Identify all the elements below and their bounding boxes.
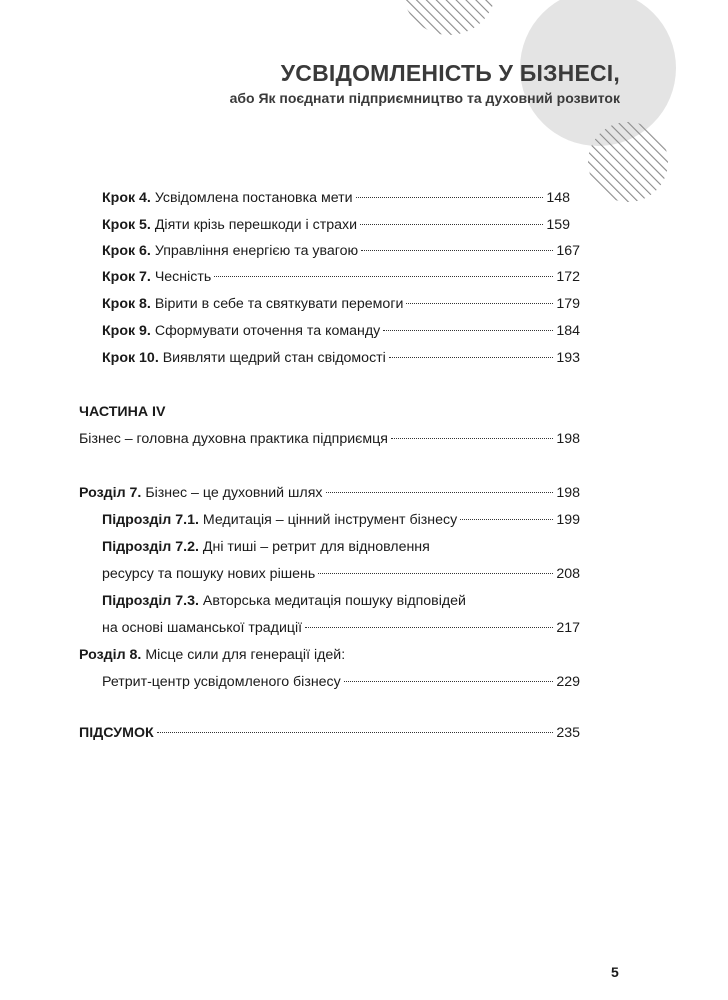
- dot-leader: [406, 302, 553, 304]
- toc-entry-text: Вірити в себе та святкувати перемоги: [154, 296, 404, 312]
- toc-entry-step-6[interactable]: [102, 240, 580, 262]
- dot-leader: [460, 518, 553, 520]
- toc-entry-text: ресурсу та пошуку нових рішень: [102, 566, 316, 582]
- toc-entry-label: Крок 10.: [102, 350, 159, 366]
- toc-entry-text: Ретрит-центр усвідомленого бізнесу: [102, 674, 341, 690]
- toc-entry-summary[interactable]: [79, 722, 580, 744]
- toc-entry-label: Підрозділ 7.3.: [102, 593, 199, 609]
- book-title: УСВІДОМЛЕНІСТЬ У БІЗНЕСІ,: [280, 60, 620, 86]
- toc-entry-label: ПІДСУМОК: [79, 725, 154, 741]
- toc-entry-text: Дні тиші – ретрит для відновлення: [202, 539, 430, 555]
- dot-leader: [391, 437, 553, 439]
- toc-entry-step-10[interactable]: [102, 347, 580, 369]
- toc-entry-text: на основі шаманської традиції: [102, 620, 303, 636]
- toc-entry-text: Медитація – цінний інструмент бізнесу: [202, 512, 458, 528]
- dot-leader: [318, 572, 553, 574]
- toc-entry-text: Сформувати оточення та команду: [154, 323, 381, 339]
- dot-leader: [326, 491, 554, 493]
- toc-entry-subsection-7-3-line1[interactable]: [102, 590, 466, 612]
- dot-leader: [305, 626, 553, 628]
- toc-entry-page: 199: [556, 512, 580, 528]
- toc-entry-section-8-line1[interactable]: [79, 644, 345, 666]
- toc-entry-label: Крок 9.: [102, 323, 151, 339]
- toc-entry-section-7[interactable]: [79, 482, 580, 504]
- toc-entry-page: 172: [556, 269, 580, 285]
- toc-entry-text: Авторська медитація пошуку відповідей: [202, 593, 466, 609]
- toc-entry-page: 235: [556, 725, 580, 741]
- dot-leader: [157, 731, 554, 733]
- dot-leader: [360, 223, 543, 225]
- toc-entry-subsection-7-2-line2[interactable]: [102, 563, 580, 585]
- toc-entry-page: 179: [556, 296, 580, 312]
- toc-entry-label: Крок 5.: [102, 217, 151, 233]
- dot-leader: [214, 275, 553, 277]
- dot-leader: [344, 680, 554, 682]
- toc-entry-part-4[interactable]: [79, 428, 580, 450]
- toc-entry-label: Крок 6.: [102, 243, 151, 259]
- toc-entry-page: 167: [556, 243, 580, 259]
- toc-entry-text: Усвідомлена постановка мети: [154, 190, 353, 206]
- toc-entry-text: Місце сили для генерації ідей:: [145, 647, 346, 663]
- toc-entry-label: Крок 4.: [102, 190, 151, 206]
- toc-entry-subsection-7-3-line2[interactable]: [102, 617, 580, 639]
- toc-entry-step-8[interactable]: [102, 293, 580, 315]
- toc-entry-text: Діяти крізь перешкоди і страхи: [154, 217, 358, 233]
- toc-entry-label: Крок 7.: [102, 269, 151, 285]
- toc-entry-text: Виявляти щедрий стан свідомості: [162, 350, 386, 366]
- toc-entry-page: 229: [556, 674, 580, 690]
- page-number: 5: [611, 964, 619, 980]
- dot-leader: [383, 329, 553, 331]
- toc-entry-step-4[interactable]: [102, 187, 570, 209]
- toc-entry-page: 184: [556, 323, 580, 339]
- toc-entry-label: Підрозділ 7.2.: [102, 539, 199, 555]
- toc-entry-label: Розділ 7.: [79, 485, 142, 501]
- toc-entry-page: 208: [556, 566, 580, 582]
- dot-leader: [356, 196, 544, 198]
- toc-entry-page: 198: [556, 485, 580, 501]
- toc-entry-step-5[interactable]: [102, 214, 570, 236]
- toc-entry-label: Розділ 8.: [79, 647, 142, 663]
- toc-entry-page: 217: [556, 620, 580, 636]
- toc-entry-step-9[interactable]: [102, 320, 580, 342]
- toc-entry-text: Бізнес – це духовний шлях: [145, 485, 323, 501]
- toc-entry-page: 193: [556, 350, 580, 366]
- toc-entry-page: 148: [546, 190, 570, 206]
- toc-entry-text: Управління енергією та увагою: [154, 243, 359, 259]
- toc-entry-label: Підрозділ 7.1.: [102, 512, 199, 528]
- toc-entry-page: 198: [556, 431, 580, 447]
- toc-entry-text: Чесність: [154, 269, 212, 285]
- toc-entry-page: 159: [546, 217, 570, 233]
- toc-entry-subsection-7-2-line1[interactable]: [102, 536, 430, 558]
- dot-leader: [361, 249, 553, 251]
- book-subtitle: або Як поєднати підприємництво та духовний розвиток: [229, 90, 620, 106]
- toc-entry-subsection-7-1[interactable]: [102, 509, 580, 531]
- toc-entry-text: Бізнес – головна духовна практика підприємця: [79, 431, 388, 447]
- dot-leader: [389, 356, 554, 358]
- part-heading: ЧАСТИНА IV: [79, 404, 166, 420]
- toc-entry-step-7[interactable]: [102, 266, 580, 288]
- toc-entry-label: Крок 8.: [102, 296, 151, 312]
- toc-entry-section-8-line2[interactable]: [102, 671, 580, 693]
